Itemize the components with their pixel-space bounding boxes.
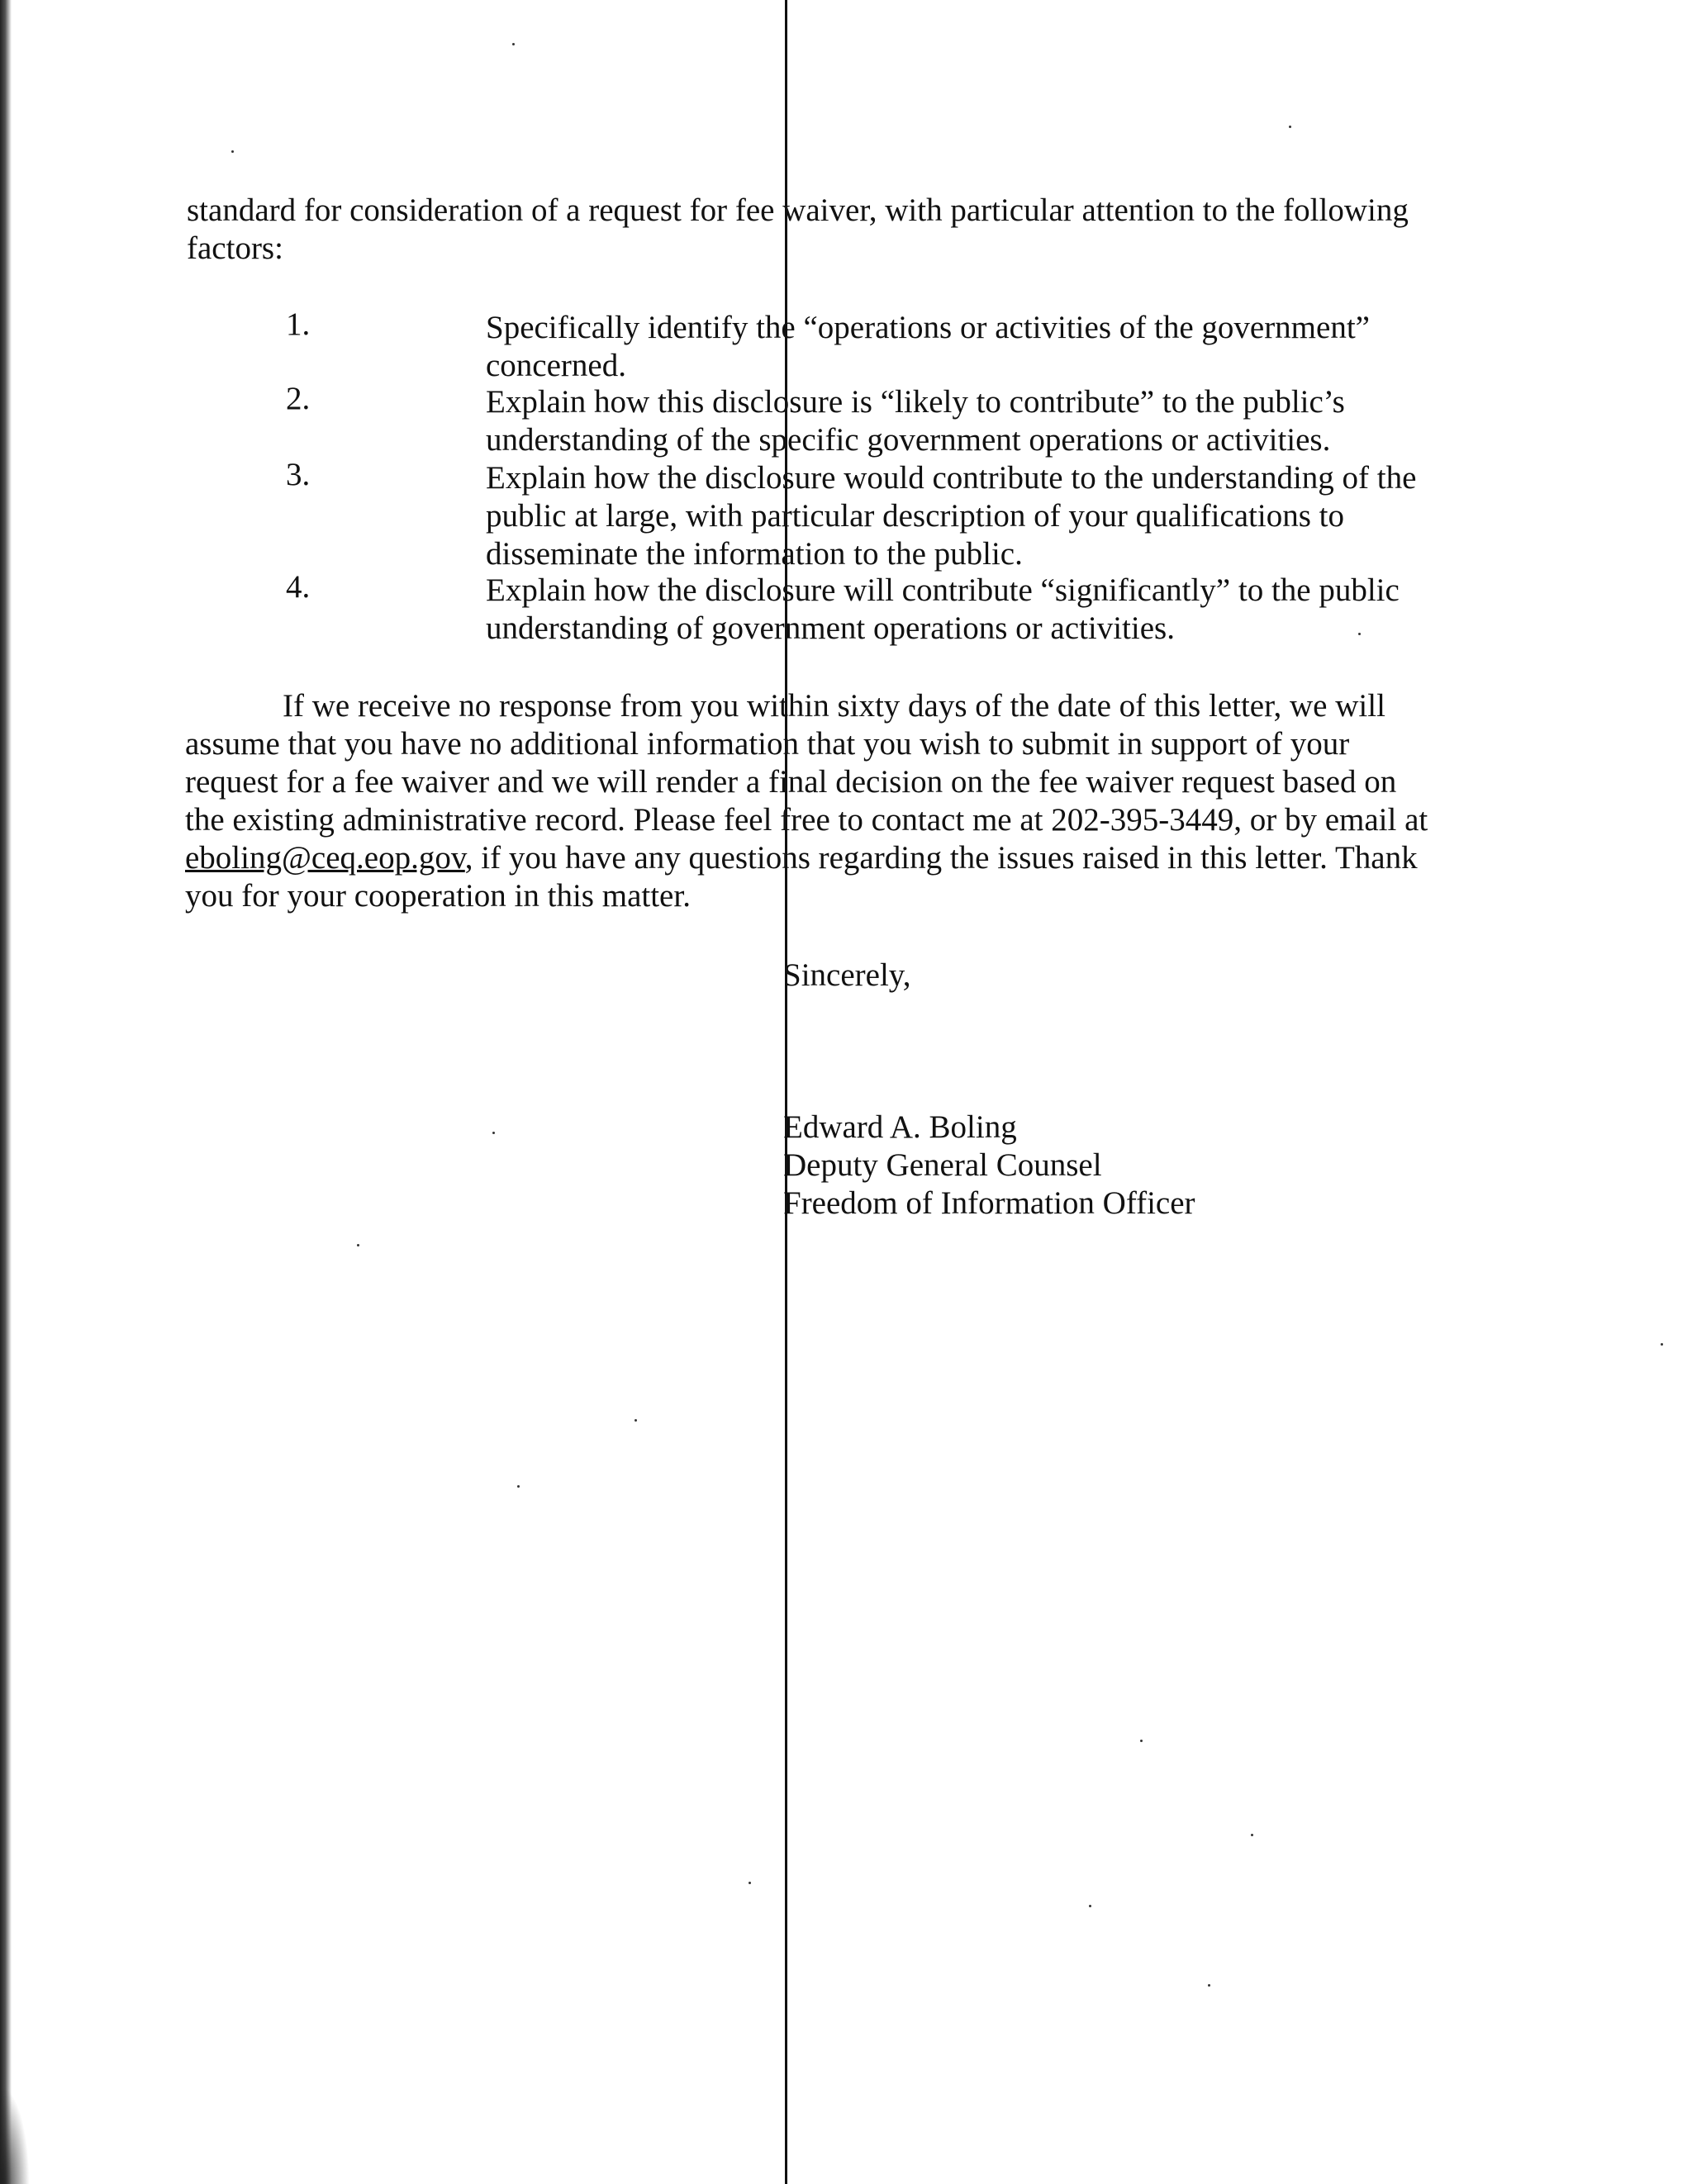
scan-speck <box>492 1132 495 1134</box>
scan-speck <box>512 43 515 45</box>
scan-speck <box>1208 1984 1210 1987</box>
intro-text <box>187 192 1409 268</box>
factor-line: understanding of the specific government operations or activities. <box>486 422 1331 458</box>
signer-title: Deputy General Counsel <box>783 1147 1102 1183</box>
paragraph-line: If we receive no response from you within sixty days of the date of this letter, we will <box>283 688 1385 724</box>
intro-line: factors: <box>187 230 283 266</box>
factor-line: Explain how the disclosure will contribute “significantly” to the public <box>486 572 1400 608</box>
factor-text <box>486 572 1477 648</box>
factor-line: Explain how this disclosure is “likely to contribute” to the public’s <box>486 384 1345 420</box>
scan-corner-shadow <box>0 2085 30 2184</box>
paragraph-line: you for your cooperation in this matter. <box>185 878 691 914</box>
scan-speck <box>357 1244 359 1246</box>
factor-text <box>486 309 1477 385</box>
factor-number: 4. <box>286 569 311 605</box>
scan-speck <box>1289 126 1291 128</box>
factor-line: public at large, with particular description of your qualifications to <box>486 498 1344 534</box>
paragraph-line: request for a fee waiver and we will render a final decision on the fee waiver request based on <box>185 764 1397 800</box>
scan-speck <box>1661 1343 1663 1346</box>
scan-speck <box>231 150 234 153</box>
intro-line: standard for consideration of a request for fee waiver, with particular attention to the following <box>187 192 1409 228</box>
paragraph-line <box>185 839 1428 877</box>
scan-speck <box>1251 1834 1253 1836</box>
factor-number: 1. <box>286 306 311 342</box>
factor-text <box>486 459 1477 573</box>
factor-text <box>486 383 1477 459</box>
scan-speck <box>634 1419 637 1422</box>
paragraph-line: the existing administrative record. Please feel free to contact me at 202-395-3449, or by email at <box>185 802 1428 838</box>
paragraph-line-rest: , if you have any questions regarding the issues raised in this letter. Thank <box>464 840 1418 876</box>
factor-line: understanding of government operations or activities. <box>486 610 1175 646</box>
signer-title: Freedom of Information Officer <box>783 1185 1195 1221</box>
scan-speck <box>1140 1740 1143 1742</box>
factor-line: concerned. <box>486 348 626 383</box>
paragraph-line: assume that you have no additional information that you wish to submit in support of your <box>185 726 1350 762</box>
salutation: Sincerely, <box>783 957 911 993</box>
scan-speck <box>517 1485 520 1488</box>
scan-speck <box>1089 1905 1091 1907</box>
closing-paragraph <box>185 687 1428 915</box>
factor-line: Explain how the disclosure would contribute to the understanding of the <box>486 460 1417 496</box>
factor-line: disseminate the information to the public. <box>486 536 1023 572</box>
factor-number: 3. <box>286 457 311 492</box>
signer-name: Edward A. Boling <box>783 1109 1017 1145</box>
scan-speck <box>749 1882 751 1884</box>
factor-number: 2. <box>286 381 311 416</box>
scan-left-edge <box>0 0 12 2184</box>
factor-line: Specifically identify the “operations or activities of the government” <box>486 310 1370 345</box>
email-link[interactable]: eboling@ceq.eop.gov <box>185 840 465 876</box>
